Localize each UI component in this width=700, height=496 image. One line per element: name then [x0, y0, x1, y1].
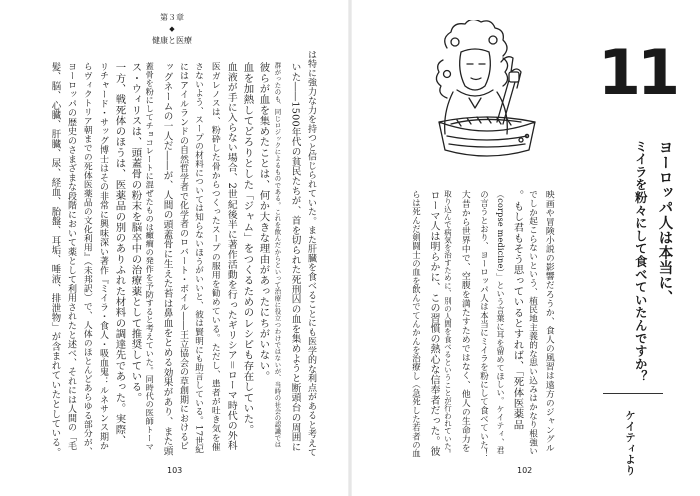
- chapter-title: 健康と医療: [152, 36, 192, 45]
- body-line: さないよう、スープの材料については知らないほうがいいと、彼は賢明にも助言している。17世紀: [193, 62, 204, 454]
- body-line: 取り込んで病気を治すために、別の人間を食べるということが行われていた。: [443, 190, 453, 458]
- body-line: 映画や冒険小説の影響だろうか、食人の風習は遠方のジャングル: [543, 190, 554, 453]
- body-line: 蓋骨を粉にしてチョコレートに混ぜたものは癲癇の発作を予防すると考えていた。同時代の医師トーマ: [145, 62, 156, 451]
- body-line: 大昔から世界中で、空腹を満たすためではなく、他人の生命力を: [459, 190, 470, 453]
- body-line: 。もし君もそう思っているとすれば、「死体医薬品: [511, 190, 524, 430]
- chapter-header: [132, 12, 212, 46]
- body-line: いた――1500年代の貧民たちが、首を切られた死刑囚の血を集めようと断頭台の周囲に: [289, 62, 301, 452]
- body-line: 血液が手に入らない場合、2世紀後半に著作活動を行ったギリシア＝ローマ時代の外科: [225, 62, 237, 451]
- body-line: でしか起こらないという、植民地主義的な思い込みはかなり根強い: [527, 190, 538, 456]
- page-number-right: 102: [517, 466, 533, 475]
- body-line: ローマ人は明らかに、この習慣の熱心な信奉者だった。彼: [428, 190, 439, 457]
- question-number: 11: [597, 36, 677, 109]
- body-line: ス・ウィリスは、頭蓋骨の粉末を脳卒中の治療薬として推奨している。: [129, 62, 142, 403]
- body-line: 髪、脳、心臓、肝臓、尿、経血、胎盤、耳垢、唾液、排泄物」が含まれていたとしている。: [49, 62, 61, 458]
- body-line: 群がったのも、同じロジックによるものである。これを飲んだからといって治療に役立つわけではないが、当時の社会の認識では: [273, 62, 282, 448]
- body-line: らは死んだ剣闘士の血を飲んでてんかんを治療し（急死した若者の血: [411, 190, 422, 458]
- chapter-label: 第３章: [160, 13, 184, 22]
- question-title-line-2: ミイラを粉々にして食べていたんですか？: [633, 140, 648, 384]
- body-line: 一方、戦死体のほうは、医薬品の別のありふれた材料の調達先であった。実際、: [113, 62, 126, 446]
- body-line: にはアイルランドの自然哲学者で化学者のロバート・ボイル――王立協会の草創期におけるビ: [178, 62, 188, 451]
- powdered-mummy-illustration: [417, 20, 557, 170]
- body-line: （corpse medicine）」という言葉に耳を留めてほしい。ケイティ、君: [496, 190, 505, 455]
- body-line: らヴィクトリア朝までの死体医薬品の文化利用』（未邦訳）で、人体のほとんどあらゆる部分が、: [81, 62, 92, 456]
- credit-text: ケイティより: [624, 410, 636, 476]
- page-number-left: 103: [167, 466, 183, 475]
- body-line: の言うとおり、ヨーロッパ人は本当にミイラを粉にして食べていた！: [479, 190, 490, 458]
- body-line: リチャード・サッグ博士はその非常に興味深い著作『ミイラ・食人・吸血鬼：ルネサンス期か: [98, 62, 108, 451]
- question-title-line-1: ヨーロッパ人は本当に、: [656, 140, 673, 305]
- body-line: は特に強力な力を持つと信じられていた。また肝臓を食べることにも医学的な利点があると考えて: [306, 50, 316, 457]
- body-line: 医ガレノスは、粉砕した骨からつくったスープの服用を勧めている。ただし、患者が吐き気を催: [209, 62, 220, 452]
- chapter-ornament: ◆: [169, 25, 175, 33]
- body-line: 彼らが血を集めたことは、何か大きな理由があったにちがいない。: [257, 62, 270, 382]
- page-gutter: [348, 0, 352, 496]
- body-line: ッグネームの一人だ――が、人間の頭蓋骨に生えた苔は鼻血をとめる効果があり、また頭: [161, 62, 173, 456]
- body-line: 血を加熱してどろりとした「ジャム」をつくるためのレシピも存在していた。: [241, 62, 254, 435]
- question-credit: [603, 393, 663, 478]
- body-line: ヨーロッパの歴史のさまざまな段階において薬として利用されたと述べ、それには人間の「毛: [66, 62, 76, 451]
